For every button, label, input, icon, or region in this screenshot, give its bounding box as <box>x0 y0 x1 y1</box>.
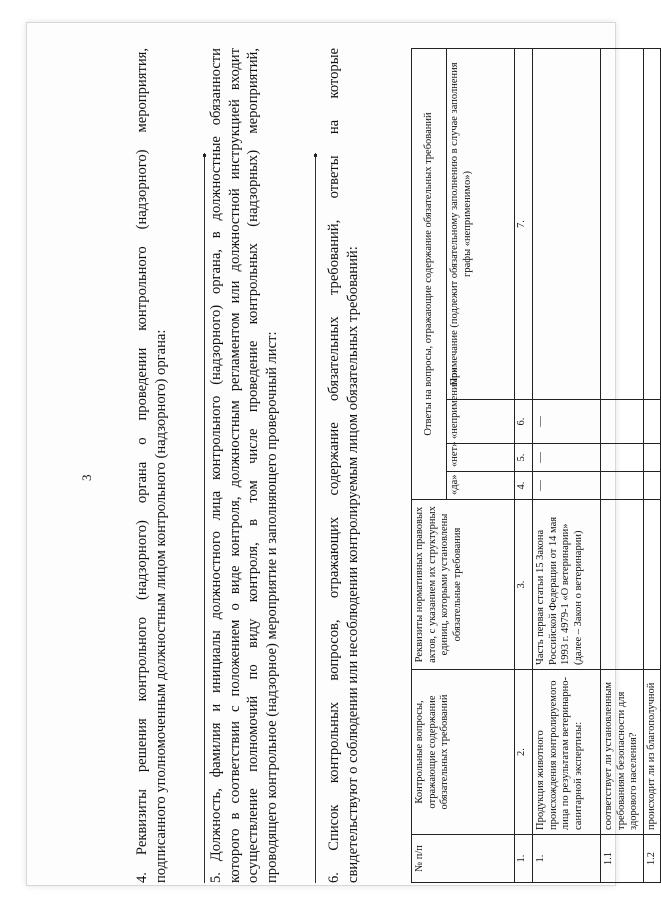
rotated-content <box>79 48 657 883</box>
item-4-paragraph <box>133 48 170 883</box>
item-4-line-2: подписанного уполномоченным должностным лицом контрольного (надзорного) органа: <box>152 329 169 883</box>
row-note <box>601 49 644 400</box>
checklist-table <box>411 48 661 883</box>
row-not-applicable <box>601 400 644 444</box>
header-acts: Реквизиты нормативных правовых актов, с указанием их структурных единиц, которыми установлены обязательные требования <box>412 500 515 670</box>
col-number: 6. <box>515 400 533 444</box>
col-number: 1. <box>515 835 533 883</box>
row-not-applicable: — <box>533 400 601 444</box>
item-6-line-2: свидетельствуют о соблюдении или несоблюдении контролируемым лицом обязательных требований: <box>344 246 361 883</box>
col-number: 4. <box>515 472 533 500</box>
row-act <box>643 500 661 670</box>
row-act <box>601 500 644 670</box>
header-answers: Ответы на вопросы, отражающие содержание обязательных требований <box>412 49 447 500</box>
row-num: 1.1 <box>601 835 644 883</box>
row-question: соответствует ли установленным требованиям безопасности для здорового населения? <box>601 670 644 835</box>
row-no <box>601 444 644 472</box>
header-num: № п/п <box>412 835 515 883</box>
row-num: 1.2 <box>643 835 661 883</box>
header-not-applicable: «неприменимо» <box>447 400 515 444</box>
item-4-answer-line <box>204 153 205 883</box>
header-note: Примечание (подлежит обязательному заполнению в случае заполнения графы «неприменимо») <box>447 49 515 400</box>
table-row <box>533 49 601 883</box>
row-yes <box>643 472 661 500</box>
item-5-line-1: 5. Должность, фамилия и инициалы должностного лица контрольного (надзорного) органа, в должностные обязанности <box>208 48 224 883</box>
row-no <box>643 444 661 472</box>
row-note <box>643 49 661 400</box>
col-number: 3. <box>515 500 533 670</box>
document-page <box>26 22 657 886</box>
mark <box>203 154 206 157</box>
col-number: 2. <box>515 670 533 835</box>
header-questions: Контрольные вопросы, отражающие содержание обязательных требований <box>412 670 515 835</box>
item-5-line-4: проводящего контрольное (надзорное) мероприятие и заполняющего проверочный лист: <box>263 331 280 883</box>
page-number: 3 <box>79 474 94 481</box>
row-num: 1. <box>533 835 601 883</box>
row-yes: — <box>533 472 601 500</box>
row-no: — <box>533 444 601 472</box>
header-no: «нет» <box>447 444 515 472</box>
row-yes <box>601 472 644 500</box>
row-question: происходит ли из благополучной <box>643 670 661 835</box>
header-yes: «да» <box>447 472 515 500</box>
item-6-paragraph <box>325 48 362 883</box>
item-5-line-3: осуществление полномочий по виду контроля, в том числе проведение контрольных (надзорных) мероприятий, <box>245 48 261 883</box>
item-6-line-1: 6. Список контрольных вопросов, отражающих содержание обязательных требований, ответы на которые <box>326 48 342 883</box>
item-5-paragraph <box>207 48 281 883</box>
row-act: Часть первая статьи 15 Закона Российской Федерации от 14 мая 1993 г. 4979-1 «О ветеринарии» (далее – Закон о ветеринарии) <box>533 500 601 670</box>
table-row <box>643 49 661 883</box>
row-note <box>533 49 601 400</box>
col-number: 5. <box>515 444 533 472</box>
table-row <box>601 49 644 883</box>
row-question: Продукция животного происхождения контролируемого лица по результатам ветеринарно-санитарной экспертизы: <box>533 670 601 835</box>
item-5-line-2: которого в соответствии с положением о виде контроля, должностным регламентом или должностной инструкцией входит <box>226 48 243 883</box>
item-5-answer-line <box>315 153 316 883</box>
column-numbers-row <box>515 49 533 883</box>
item-4-line-1: 4. Реквизиты решения контрольного (надзорного) органа о проведении контрольного (надзорного) мероприятия, <box>134 48 150 883</box>
col-number: 7. <box>515 49 533 400</box>
mark <box>314 154 317 157</box>
row-not-applicable <box>643 400 661 444</box>
